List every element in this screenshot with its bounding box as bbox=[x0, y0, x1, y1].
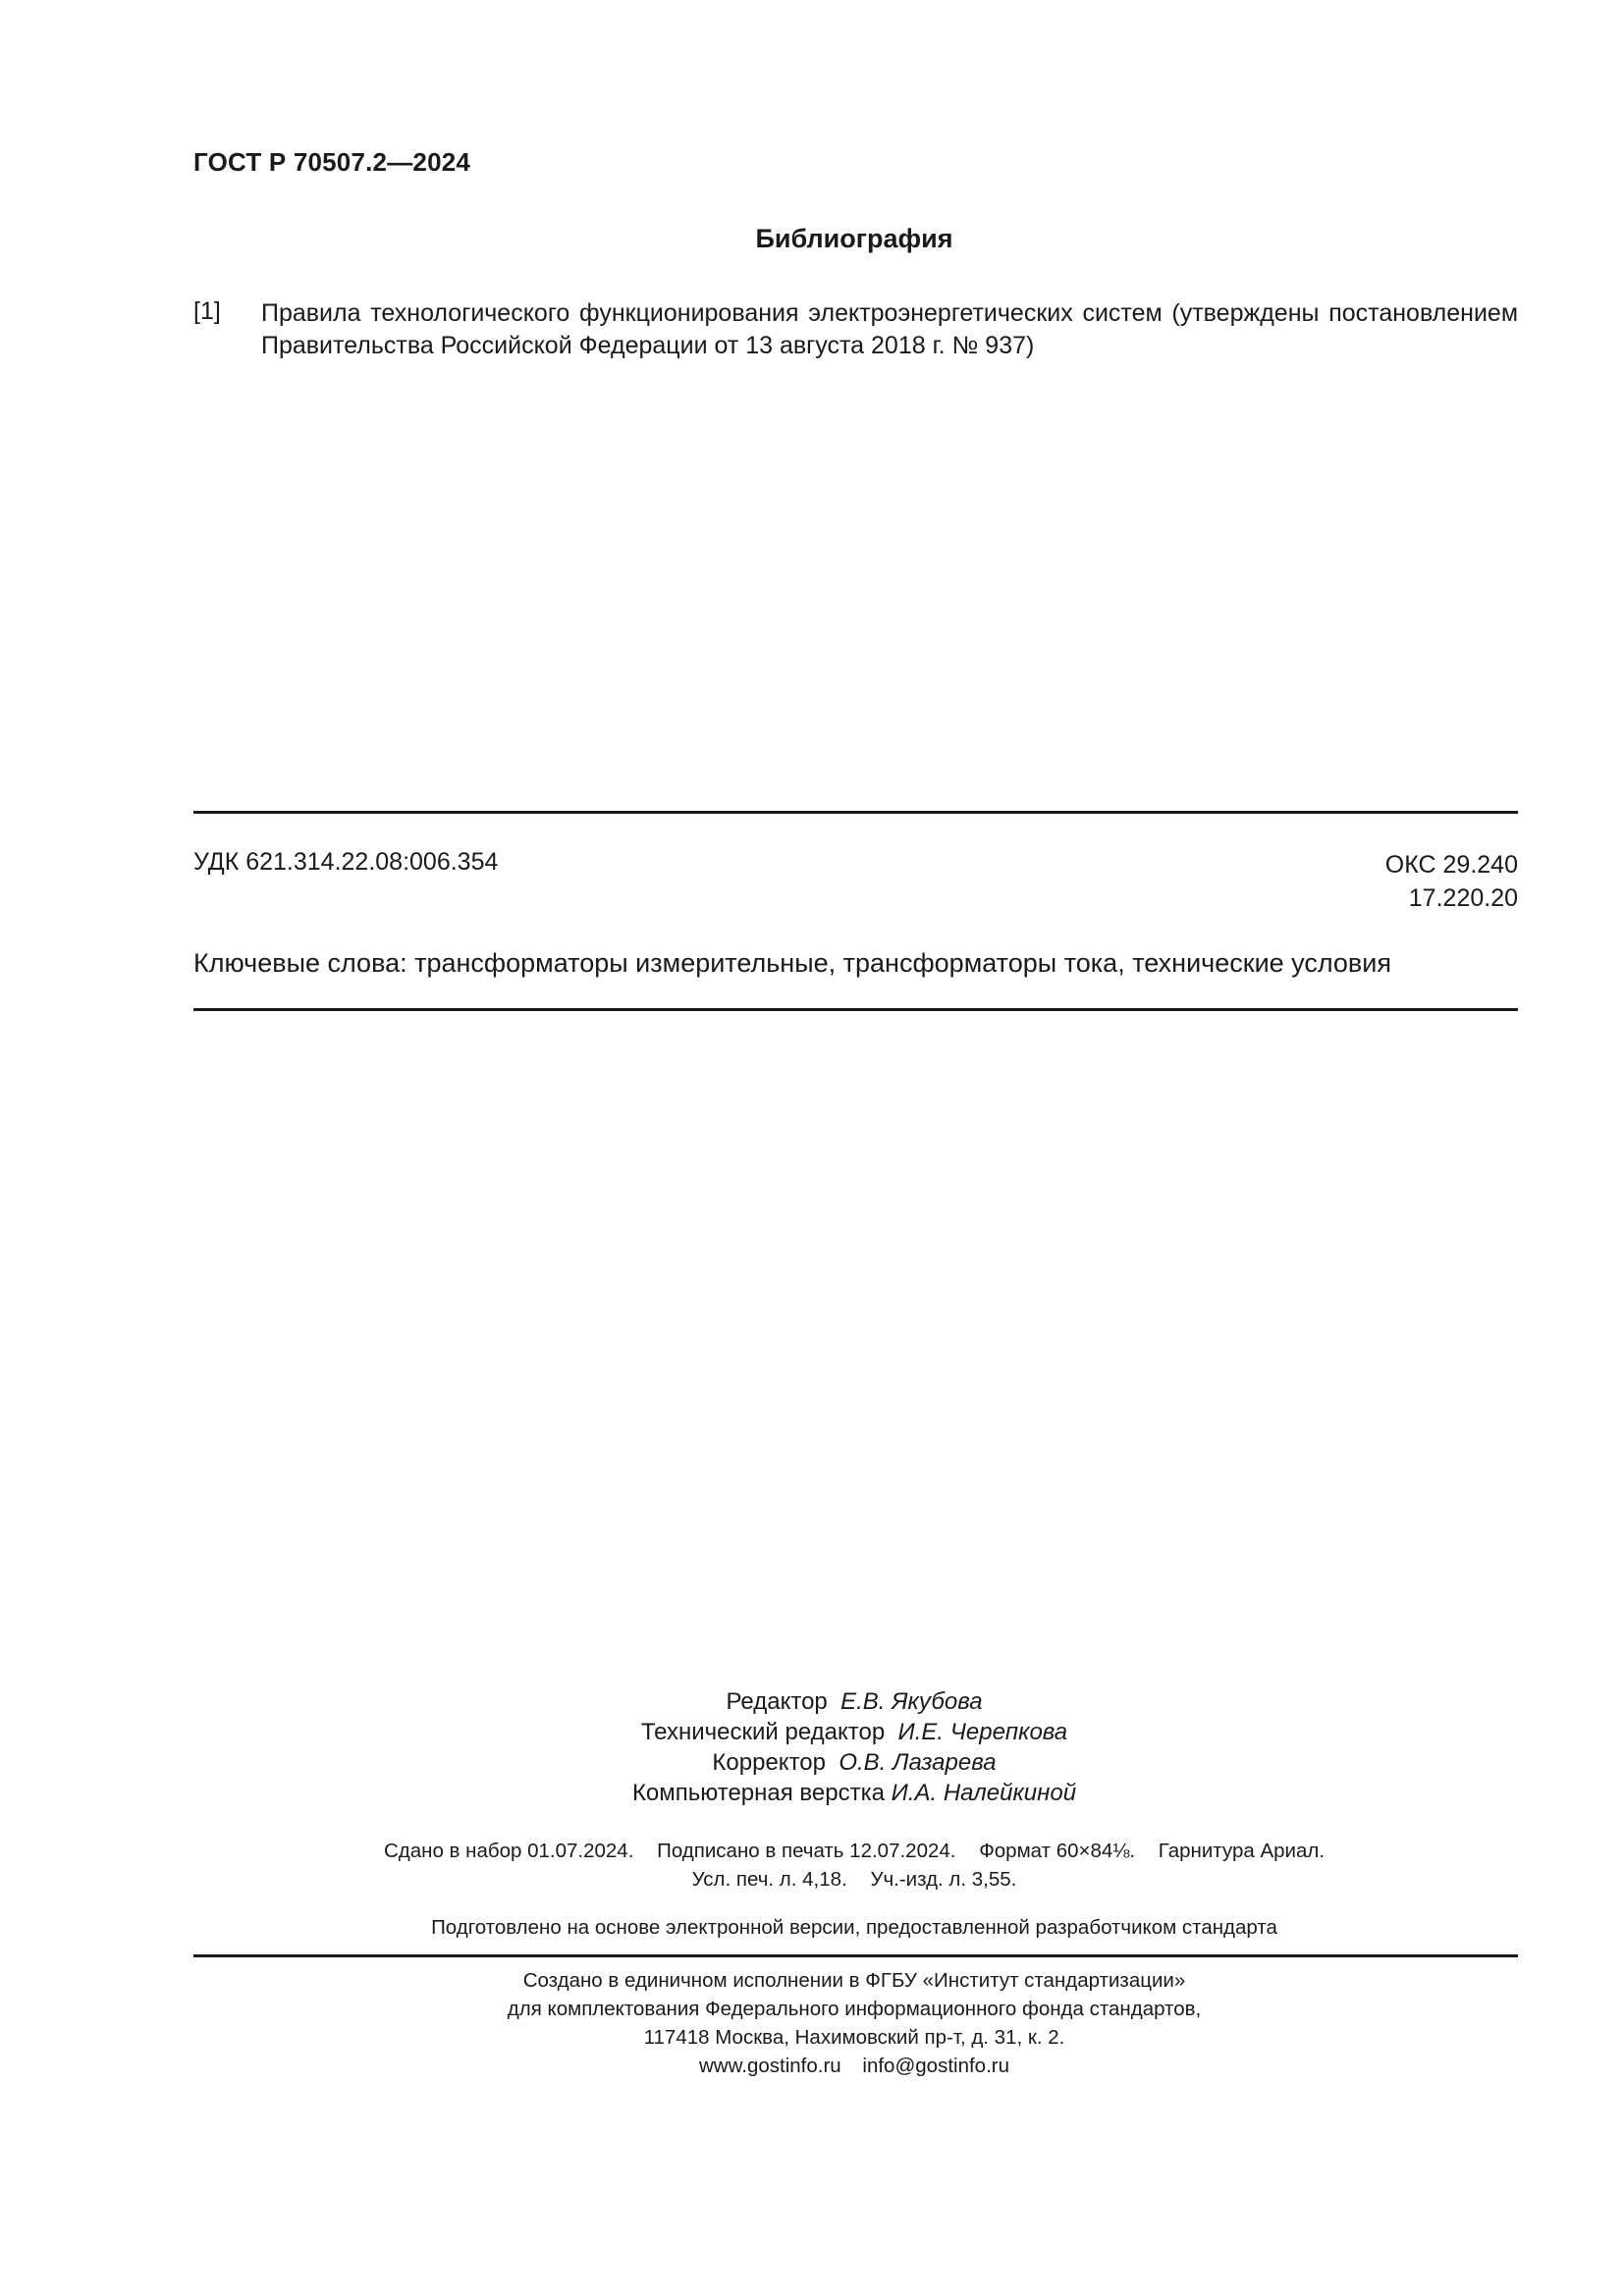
publisher-line-1: Создано в единичном исполнении в ФГБУ «Институт стандартизации» bbox=[522, 1969, 1186, 1992]
divider-middle bbox=[193, 1008, 1518, 1011]
bibliography-title: Библиография bbox=[755, 224, 953, 253]
print-format: Формат 60×84⅛. bbox=[979, 1840, 1136, 1862]
bibliography-item-line-1: Правила технологического функционирования электроэнергетических систем (утверждены постановлением bbox=[261, 299, 1518, 327]
print-info-line-1 bbox=[0, 1837, 1624, 1865]
publisher-address: 117418 Москва, Нахимовский пр-т, д. 31, к. 2. bbox=[643, 2026, 1065, 2049]
print-info bbox=[0, 1837, 1624, 1894]
uch-izd: Уч.-изд. л. 3,55. bbox=[870, 1868, 1017, 1891]
publisher-block bbox=[0, 1966, 1624, 2080]
usl-pech: Усл. печ. л. 4,18. bbox=[691, 1868, 847, 1891]
publisher-contacts bbox=[0, 2052, 1624, 2080]
credits-block bbox=[0, 1686, 1624, 1808]
credit-role: Корректор bbox=[712, 1749, 826, 1776]
divider-bottom bbox=[193, 1954, 1518, 1957]
credit-role: Технический редактор bbox=[640, 1719, 886, 1745]
bibliography-item-text bbox=[261, 297, 1518, 362]
credit-name: И.А. Налейкиной bbox=[891, 1780, 1077, 1806]
submitted-date: Сдано в набор 01.07.2024. bbox=[383, 1840, 634, 1862]
signed-date: Подписано в печать 12.07.2024. bbox=[657, 1840, 956, 1862]
bibliography-item-number: [1] bbox=[193, 297, 221, 325]
credit-name: Е.В. Якубова bbox=[840, 1688, 983, 1715]
oks-codes bbox=[1385, 848, 1518, 915]
credit-name: И.Е. Черепкова bbox=[897, 1719, 1068, 1745]
credit-tech-editor bbox=[0, 1717, 1624, 1747]
credit-role: Редактор bbox=[726, 1688, 828, 1715]
print-info-line-2 bbox=[0, 1865, 1624, 1894]
bibliography-item-line-2: Правительства Российской Федерации от 13 августа 2018 г. № 937) bbox=[261, 332, 1035, 359]
publisher-website[interactable]: www.gostinfo.ru bbox=[699, 2055, 841, 2077]
credit-corrector bbox=[0, 1747, 1624, 1778]
publisher-email[interactable]: info@gostinfo.ru bbox=[862, 2055, 1009, 2077]
credit-role: Компьютерная верстка bbox=[631, 1780, 885, 1806]
credit-layout bbox=[0, 1778, 1624, 1808]
divider-top bbox=[193, 811, 1518, 814]
oks-code-2: 17.220.20 bbox=[1408, 884, 1518, 912]
keywords: Ключевые слова: трансформаторы измерительные, трансформаторы тока, технические условия bbox=[193, 948, 1391, 978]
publisher-line-2: для комплектования Федерального информационного фонда стандартов, bbox=[507, 1998, 1202, 2020]
document-code: ГОСТ Р 70507.2—2024 bbox=[193, 147, 471, 177]
udk-code: УДК 621.314.22.08:006.354 bbox=[193, 848, 499, 876]
credit-editor bbox=[0, 1686, 1624, 1717]
prepared-note: Подготовлено на основе электронной версии, предоставленной разработчиком стандарта bbox=[431, 1916, 1277, 1939]
oks-code-1: ОКС 29.240 bbox=[1384, 851, 1518, 879]
credit-name: О.В. Лазарева bbox=[839, 1749, 997, 1776]
typeface: Гарнитура Ариал. bbox=[1158, 1840, 1326, 1862]
